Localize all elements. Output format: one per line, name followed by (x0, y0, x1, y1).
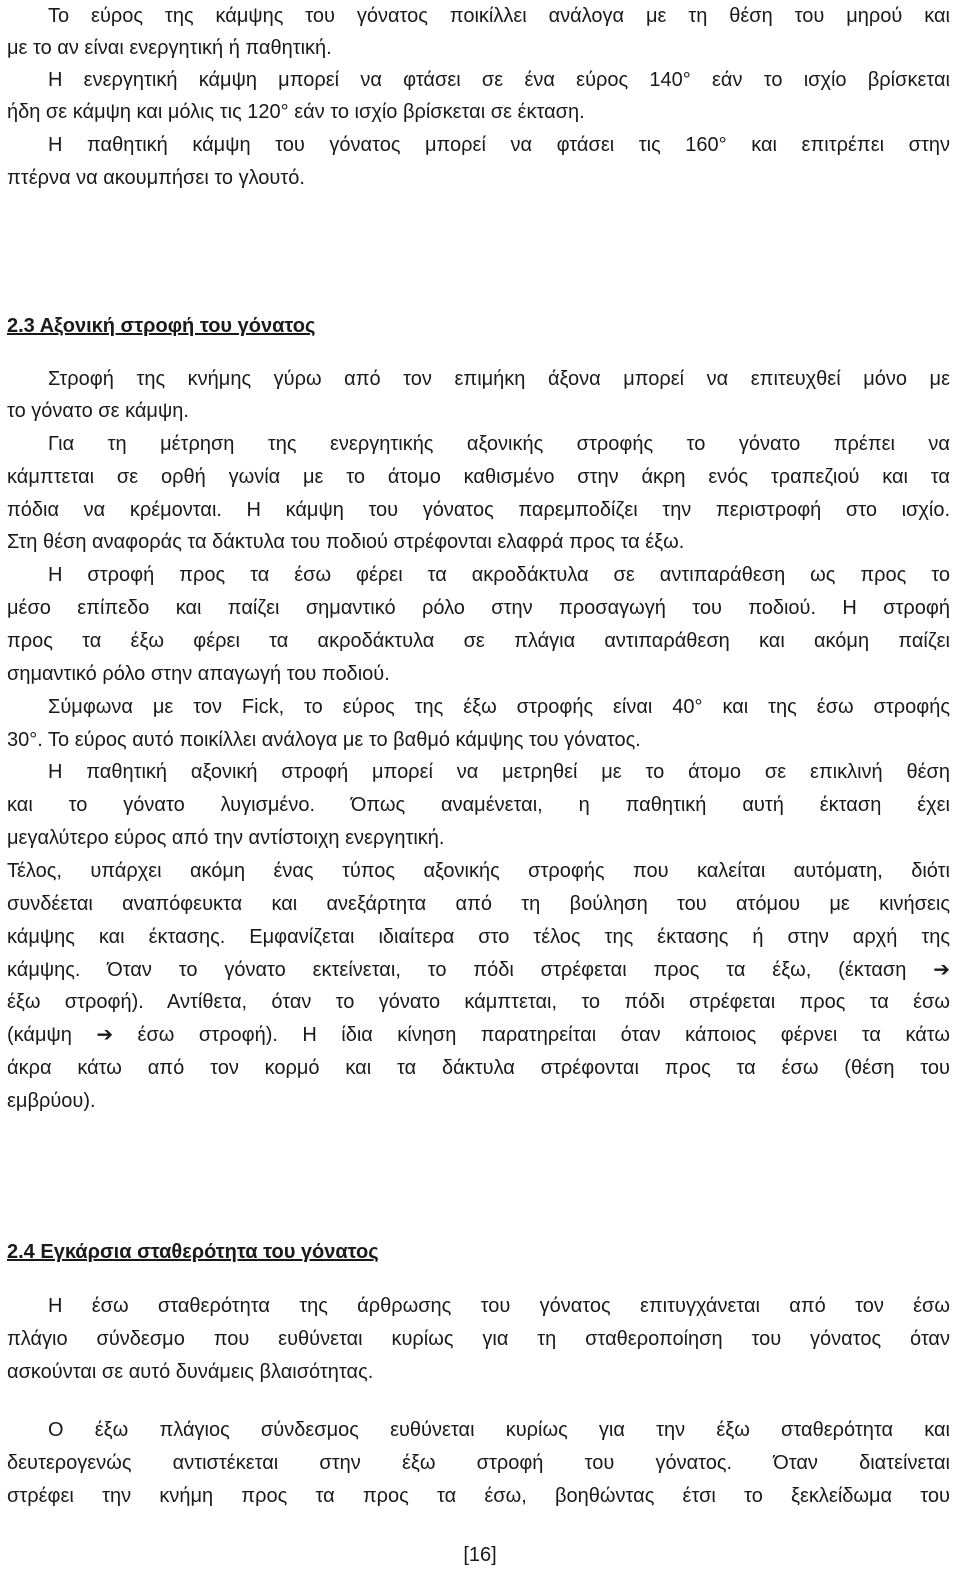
text-line: μεγαλύτερο εύρος από την αντίστοιχη ενεργητική. (7, 827, 445, 849)
text-line: 30°. Το εύρος αυτό ποικίλλει ανάλογα με το βαθμό κάμψης του γόνατος. (7, 729, 641, 751)
text-line: Η παθητική κάμψη του γόνατος μπορεί να φτάσει τις 160° και επιτρέπει στην (48, 134, 950, 156)
text-line: Το εύρος της κάμψης του γόνατος ποικίλλει ανάλογα με τη θέση του μηρού και (48, 5, 950, 27)
text-line: κάμψης. Όταν το γόνατο εκτείνεται, το πόδι στρέφεται προς τα έξω, (έκταση ➔ (7, 959, 950, 981)
section-heading: 2.3 Αξονική στροφή του γόνατος (7, 315, 316, 337)
text-line: κάμψης και έκτασης. Εμφανίζεται ιδιαίτερα στο τέλος της έκτασης ή στην αρχή της (7, 926, 950, 948)
text-line: Ο έξω πλάγιος σύνδεσμος ευθύνεται κυρίως για την έξω σταθερότητα και (48, 1419, 950, 1441)
text-line: Για τη μέτρηση της ενεργητικής αξονικής στροφής το γόνατο πρέπει να (48, 433, 950, 455)
text-line: Η στροφή προς τα έσω φέρει τα ακροδάκτυλα σε αντιπαράθεση ως προς το (48, 564, 950, 586)
text-line: πόδια να κρέμονται. Η κάμψη του γόνατος παρεμποδίζει την περιστροφή στο ισχίο. (7, 499, 950, 521)
text-line: πτέρνα να ακουμπήσει το γλουτό. (7, 167, 305, 189)
text-line: συνδέεται αναπόφευκτα και ανεξάρτητα από τη βούληση του ατόμου με κινήσεις (7, 893, 950, 915)
text-line: Τέλος, υπάρχει ακόμη ένας τύπος αξονικής στροφής που καλείται αυτόματη, διότι (7, 860, 950, 882)
text-line: μέσο επίπεδο και παίζει σημαντικό ρόλο στην προσαγωγή του ποδιού. Η στροφή (7, 597, 950, 619)
text-line: κάμπτεται σε ορθή γωνία με το άτομο καθισμένο στην άκρη ενός τραπεζιού και τα (7, 466, 950, 488)
section-heading: 2.4 Εγκάρσια σταθερότητα του γόνατος (7, 1241, 379, 1263)
page-number: [16] (463, 1544, 497, 1566)
text-line: έξω στροφή). Αντίθετα, όταν το γόνατο κάμπτεται, το πόδι στρέφεται προς τα έσω (7, 991, 950, 1013)
text-line: ασκούνται σε αυτό δυνάμεις βλαισότητας. (7, 1361, 374, 1383)
text-line: εμβρύου). (7, 1090, 96, 1112)
text-line: Η παθητική αξονική στροφή μπορεί να μετρηθεί με το άτομο σε επικλινή θέση (48, 761, 950, 783)
text-line: (κάμψη ➔ έσω στροφή). Η ίδια κίνηση παρατηρείται όταν κάποιος φέρνει τα κάτω (7, 1024, 950, 1046)
text-line: Η ενεργητική κάμψη μπορεί να φτάσει σε ένα εύρος 140° εάν το ισχίο βρίσκεται (48, 69, 950, 91)
text-line: ήδη σε κάμψη και μόλις τις 120° εάν το ισχίο βρίσκεται σε έκταση. (7, 101, 585, 123)
text-line: με το αν είναι ενεργητική ή παθητική. (7, 37, 332, 59)
text-line: σημαντικό ρόλο στην απαγωγή του ποδιού. (7, 663, 390, 685)
text-line: το γόνατο σε κάμψη. (7, 400, 189, 422)
text-line: Η έσω σταθερότητα της άρθρωσης του γόνατος επιτυγχάνεται από τον έσω (48, 1295, 950, 1317)
text-line: στρέφει την κνήμη προς τα προς τα έσω, βοηθώντας έτσι το ξεκλείδωμα του (7, 1485, 950, 1507)
text-line: προς τα έξω φέρει τα ακροδάκτυλα σε πλάγια αντιπαράθεση και ακόμη παίζει (7, 630, 950, 652)
text-line: δευτερογενώς αντιστέκεται στην έξω στροφή του γόνατος. Όταν διατείνεται (7, 1452, 950, 1474)
text-line: Στη θέση αναφοράς τα δάκτυλα του ποδιού στρέφονται ελαφρά προς τα έξω. (7, 531, 685, 553)
text-line: Στροφή της κνήμης γύρω από τον επιμήκη άξονα μπορεί να επιτευχθεί μόνο με (48, 368, 950, 390)
text-line: Σύμφωνα με τον Fick, το εύρος της έξω στροφής είναι 40° και της έσω στροφής (48, 696, 950, 718)
text-line: άκρα κάτω από τον κορμό και τα δάκτυλα στρέφονται προς τα έσω (θέση του (7, 1057, 950, 1079)
text-line: και το γόνατο λυγισμένο. Όπως αναμένεται, η παθητική αυτή έκταση έχει (7, 794, 950, 816)
text-line: πλάγιο σύνδεσμο που ευθύνεται κυρίως για τη σταθεροποίηση του γόνατος όταν (7, 1328, 950, 1350)
